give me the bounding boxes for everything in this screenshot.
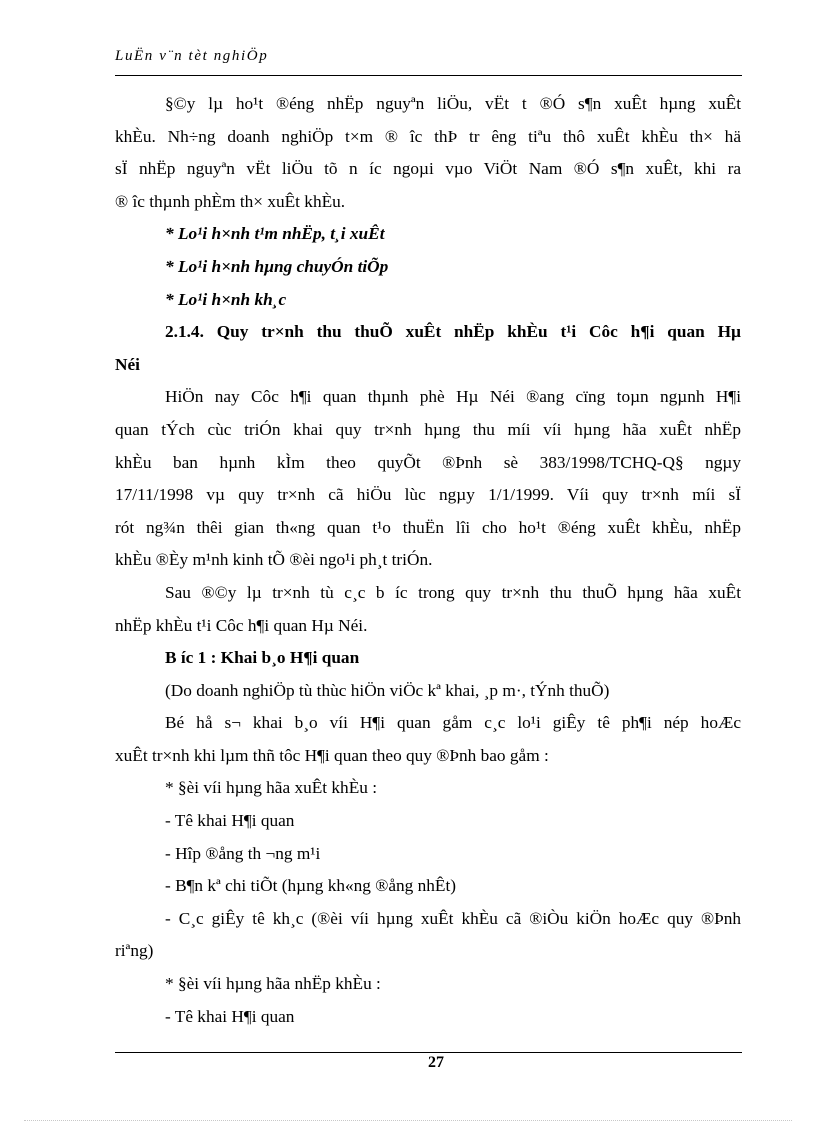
body-line: ® îc thµnh phÈm th× xuÊt khÈu. [115,191,346,211]
bullet-heading: * Lo¹i h×nh t¹m nhËp, t¸i xuÊt [165,224,385,244]
body-line: khÈu. Nh÷ng doanh nghiÖp t×m ® îc thÞ tr êng tiªu thô xuÊt khÈu th× hä [115,126,741,146]
body-line: quan tÝch cùc triÓn khai quy tr×nh hµng thu míi víi hµng hãa xuÊt nhËp [115,419,741,439]
page-number: 27 [428,1054,444,1071]
body-line: sÏ nhËp nguyªn vËt liÖu tõ n íc ngoµi vµo ViÖt Nam ®Ó s¶n xuÊt, khi ra [115,159,741,179]
step-heading: B íc 1 : Khai b¸o H¶i quan [165,648,360,668]
list-item: - Hîp ®ång th ¬ng m¹i [165,843,321,863]
body-line: nhËp khÈu t¹i Côc h¶i quan Hµ Néi. [115,615,368,635]
list-item-continuation: riªng) [115,941,154,961]
body-line: xuÊt tr×nh khi lµm thñ tôc H¶i quan theo quy ®Þnh bao gåm : [115,745,549,765]
footer-rule [115,1052,742,1053]
body-line: Bé hå s¬ khai b¸o víi H¶i quan gåm c¸c lo¹i giÊy tê ph¶i nép hoÆc [165,713,741,733]
body-line: Sau ®©y lµ tr×nh tù c¸c b íc trong quy tr×nh thu thuÕ hµng hãa xuÊt [165,582,741,602]
list-heading: * §èi víi hµng hãa xuÊt khÈu : [165,778,378,798]
list-item: - Tê khai H¶i quan [165,811,295,831]
list-item: - B¶n kª chi tiÕt (hµng kh«ng ®ång nhÊt) [165,876,457,896]
bullet-heading: * Lo¹i h×nh kh¸c [165,289,287,309]
header-rule [115,75,742,76]
list-item: - C¸c giÊy tê kh¸c (®èi víi hµng xuÊt khÈu cã ®iÒu kiÖn hoÆc quy ®Þnh [165,908,741,928]
page-body [115,88,741,1033]
body-line: (Do doanh nghiÖp tù thùc hiÖn viÖc kª khai, ¸p m·, tÝnh thuÕ) [165,680,610,700]
running-header: LuËn v¨n tèt nghiÖp [115,48,269,64]
list-item: - Tê khai H¶i quan [165,1006,295,1026]
body-line: khÈu ®Èy m¹nh kinh tÕ ®èi ngo¹i ph¸t triÓn. [115,550,433,570]
body-line: HiÖn nay Côc h¶i quan thµnh phè Hµ Néi ®ang cïng toµn ngµnh H¶i [165,387,741,407]
bullet-heading: * Lo¹i h×nh hµng chuyÓn tiÕp [165,256,389,276]
page-edge [24,1120,792,1121]
list-heading: * §èi víi hµng hãa nhËp khÈu : [165,974,381,994]
section-heading: 2.1.4. Quy tr×nh thu thuÕ xuÊt nhËp khÈu t¹i Côc h¶i quan Hµ [165,322,741,342]
body-line: rót ng¾n thêi gian th«ng quan t¹o thuËn lîi cho ho¹t ®éng xuÊt khÈu, nhËp [115,517,741,537]
section-heading-continuation: Néi [115,354,140,374]
body-line: §©y lµ ho¹t ®éng nhËp nguyªn liÖu, vËt t ®Ó s¶n xuÊt hµng xuÊt [165,94,741,113]
body-line: 17/11/1998 vµ quy tr×nh cã hiÖu lùc ngµy 1/1/1999. Víi quy tr×nh míi sÏ [115,485,741,505]
body-line: khÈu ban hµnh kÌm theo quyÕt ®Þnh sè 383/1998/TCHQ-Q§ ngµy [115,452,741,472]
